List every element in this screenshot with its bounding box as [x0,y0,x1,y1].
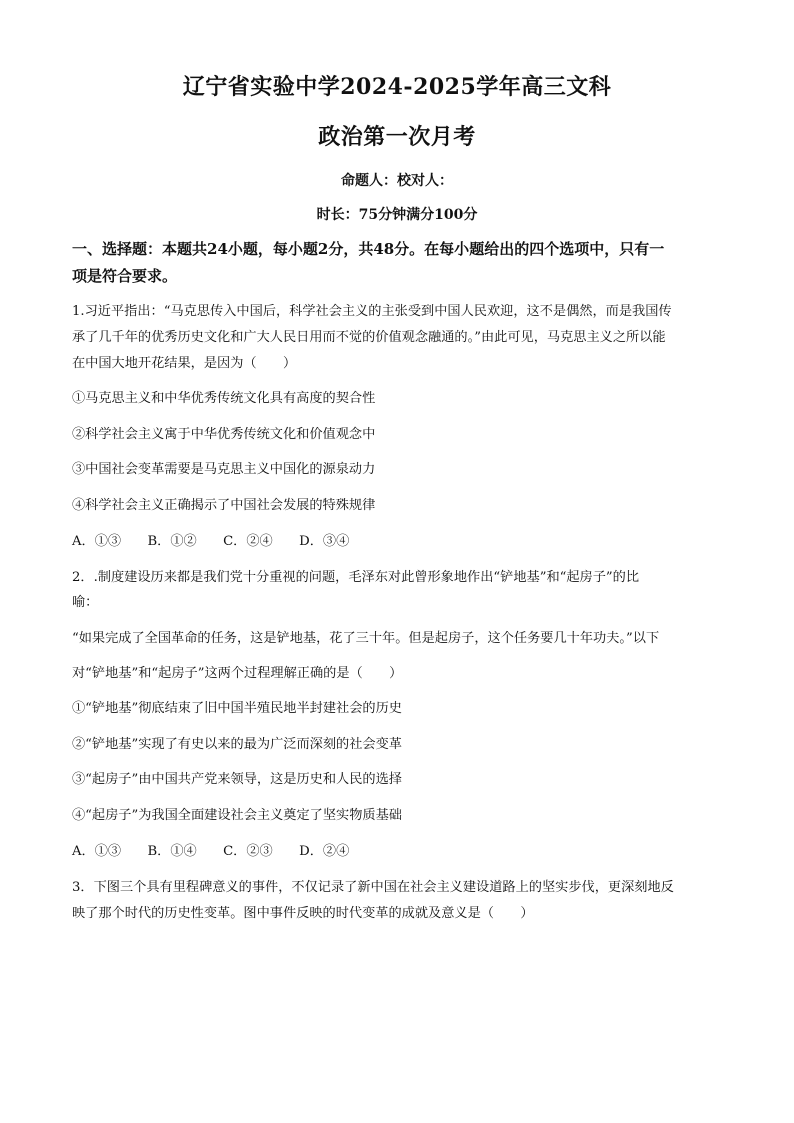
section-heading-line1: 一、选择题：本题共24小题，每小题2分，共48分。在每小题给出的四个选项中，只有一 [72,240,665,258]
q2-quote-line1: “如果完成了全国革命的任务，这是铲地基，花了三十年。但是起房子，这个任务要几十年功夫。”以下 [72,631,660,646]
exam-title-line2: 政治第一次月考 [318,124,476,150]
q2-quote-line2: 对“铲地基”和“起房子”这两个过程理解正确的是（ ） [72,666,403,681]
q2-option-3: ③“起房子”由中国共产党来领导，这是历史和人民的选择 [72,772,402,787]
q1-choices: A．①③ B．①② C．②④ D．③④ [72,534,350,549]
q2-stem-line1: 2．.制度建设历来都是我们党十分重视的问题，毛泽东对此曾形象地作出“铲地基”和“起房子”的比 [72,570,640,585]
q2-choices: A．①③ B．①④ C．②③ D．②④ [72,844,350,859]
section-heading [72,236,722,290]
q2-option-4: ④“起房子”为我国全面建设社会主义奠定了坚实物质基础 [72,808,402,823]
q2-option-2: ②“铲地基”实现了有史以来的最为广泛而深刻的社会变革 [72,737,402,752]
q1-option-2: ②科学社会主义寓于中华优秀传统文化和价值观念中 [72,427,376,442]
q1-option-1: ①马克思主义和中华优秀传统文化具有高度的契合性 [72,391,376,406]
section-heading-line2: 项是符合要求。 [72,267,178,285]
q1-option-4: ④科学社会主义正确揭示了中国社会发展的特殊规律 [72,498,376,513]
q1-stem-line1: 1.习近平指出：“马克思传入中国后，科学社会主义的主张受到中国人民欢迎，这不是偶然，而是我国传 [72,304,672,319]
q2-stem-line2: 喻： [72,595,99,610]
q1-stem-line3: 在中国大地开花结果，是因为（ ） [72,356,297,371]
q1-stem-line2: 承了几千年的优秀历史文化和广大人民日用而不觉的价值观念融通的。”由此可见，马克思主义之所以能 [72,330,666,345]
q3-stem-line2: 映了那个时代的历史性变革。图中事件反映的时代变革的成就及意义是（ ） [72,906,534,921]
exam-authors: 命题人：校对人： [341,173,453,189]
q3-stem-line1: 3．下图三个具有里程碑意义的事件，不仅记录了新中国在社会主义建设道路上的坚实步伐，更深刻地反 [72,880,674,895]
q1-option-3: ③中国社会变革需要是马克思主义中国化的源泉动力 [72,462,376,477]
exam-duration: 时长：75分钟满分100分 [316,207,478,223]
q2-option-1: ①“铲地基”彻底结束了旧中国半殖民地半封建社会的历史 [72,701,402,716]
exam-title-line1: 辽宁省实验中学2024-2025学年高三文科 [182,74,612,100]
